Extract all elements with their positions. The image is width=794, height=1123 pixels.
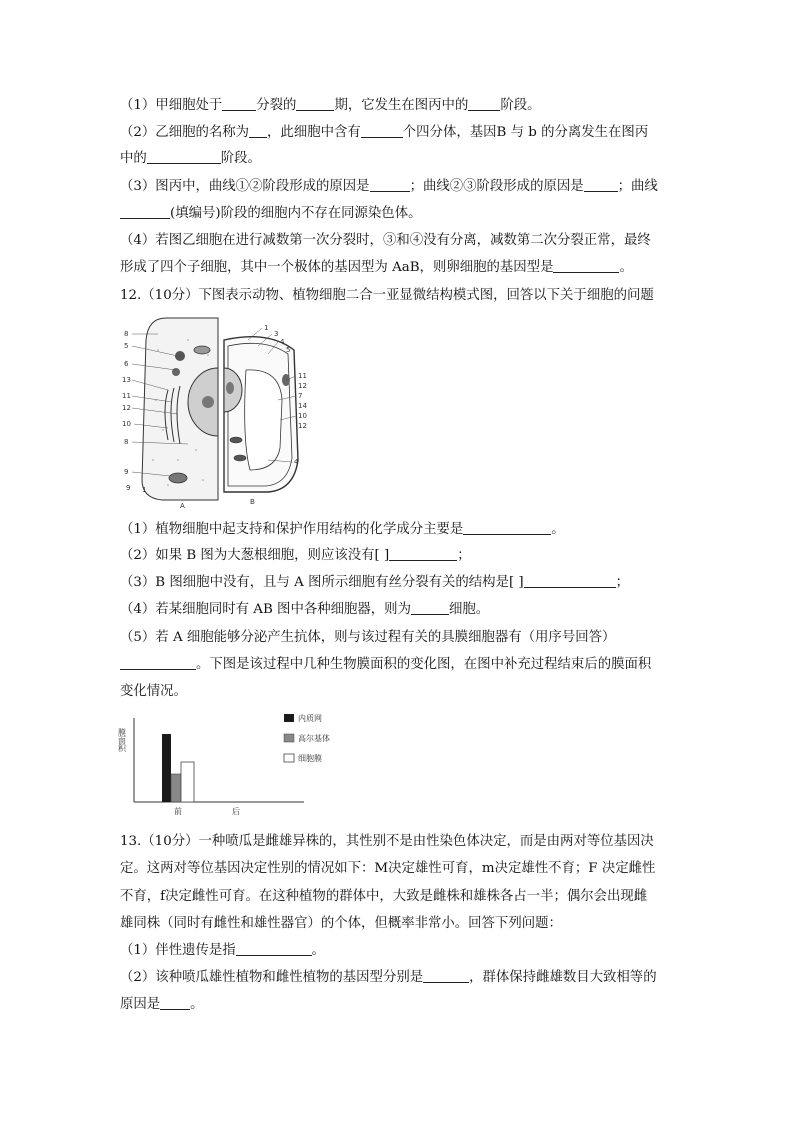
q11-part2: （2）乙细胞的名称为 ，此细胞中含有 个四分体，基因B 与 b 的分离发生在图丙 (120, 125, 649, 140)
svg-text:4: 4 (280, 338, 285, 346)
answer-blank[interactable] (584, 177, 618, 192)
answer-blank[interactable] (411, 600, 449, 615)
svg-text:12: 12 (298, 382, 307, 390)
svg-text:9: 9 (124, 468, 129, 476)
answer-blank[interactable] (120, 655, 196, 670)
q13-part2: （2）该种喷瓜雄性植物和雌性植物的基因型分别是 ，群体保持雌雄数目大致相等的 (120, 970, 657, 985)
answer-blank[interactable] (370, 177, 410, 192)
svg-text:13: 13 (122, 376, 131, 384)
bar-er-before (162, 734, 171, 802)
svg-text:5: 5 (124, 342, 129, 350)
svg-text:膜面积: 膜面积 (118, 728, 127, 752)
label-b: B (250, 498, 255, 506)
svg-text:11: 11 (122, 392, 131, 400)
svg-text:3: 3 (274, 330, 279, 338)
svg-text:12: 12 (122, 404, 131, 412)
answer-blank[interactable] (160, 995, 190, 1010)
q11-part4-cont: 形成了四个子细胞，其中一个极体的基因型为 AaB，则卵细胞的基因型是 。 (120, 260, 633, 275)
answer-blank[interactable] (296, 96, 334, 111)
answer-blank[interactable] (463, 520, 551, 535)
answer-blank[interactable] (222, 96, 256, 111)
q12-part5: （5）若 A 细胞能够分泌产生抗体，则与该过程有关的具膜细胞器有（用序号回答） (120, 630, 616, 645)
label-a: A (180, 502, 185, 510)
bar-golgi-before (171, 774, 181, 802)
chart-legend (284, 713, 330, 763)
q13-part2-cont: 原因是 。 (120, 997, 204, 1012)
svg-text:8: 8 (124, 330, 129, 338)
cell-structure-diagram (118, 310, 318, 512)
svg-text:内质网: 内质网 (298, 714, 322, 723)
answer-blank[interactable] (120, 204, 170, 219)
answer-blank[interactable] (389, 546, 457, 561)
q12-title: 12.（10分）下图表示动物、植物细胞二合一亚显微结构模式图，回答以下关于细胞的问题 (120, 288, 654, 303)
q11-part2-cont: 中的 阶段。 (120, 151, 261, 166)
animal-cell-half (142, 318, 218, 500)
answer-blank[interactable] (236, 941, 312, 956)
svg-text:高尔基体: 高尔基体 (298, 734, 330, 743)
svg-text:8: 8 (124, 438, 129, 446)
svg-text:6: 6 (124, 360, 129, 368)
category-before: 前 (174, 807, 182, 816)
category-after: 后 (232, 807, 240, 816)
q11-part3-cont: (填编号)阶段的细胞内不存在同源染色体。 (120, 204, 421, 224)
svg-text:1: 1 (264, 324, 269, 332)
svg-text:12: 12 (298, 422, 307, 430)
y-axis-label (118, 727, 127, 753)
svg-text:10: 10 (122, 420, 131, 428)
q12-part1: （1）植物细胞中起支持和保护作用结构的化学成分主要是 。 (120, 522, 565, 537)
svg-text:9: 9 (126, 484, 131, 492)
plant-cell-half (224, 337, 298, 492)
bar-membrane-before (181, 762, 194, 802)
svg-text:14: 14 (298, 402, 307, 410)
svg-text:细胞膜: 细胞膜 (298, 754, 322, 763)
svg-text:10: 10 (298, 412, 307, 420)
svg-text:4: 4 (294, 458, 299, 466)
q13-para4: 雄同株（同时有雌性和雄性器官）的个体，但概率非常小。回答下列问题： (120, 916, 562, 931)
q12-part4: （4）若某细胞同时有 AB 图中各种细胞器，则为 细胞。 (120, 602, 490, 617)
answer-blank[interactable] (147, 149, 221, 164)
q13-para3: 不育，f决定雌性可育。在这种植物的群体中，大致是雌株和雄株各占一半；偶尔会出现雌 (120, 889, 648, 904)
svg-text:5: 5 (286, 346, 291, 354)
q12-part3: （3）B 图细胞中没有，且与 A 图所示细胞有丝分裂有关的结构是[ ] ； (120, 575, 630, 590)
q12-part5-cont: 。下图是该过程中几种生物膜面积的变化图，在图中补充过程结束后的膜面积 (120, 655, 651, 675)
q11-part1: （1）甲细胞处于 分裂的 期，它发生在图丙中的 阶段。 (120, 98, 541, 113)
answer-blank[interactable] (553, 258, 619, 273)
q13-para2: 定。这两对等位基因决定性别的情况如下：M决定雄性可育，m决定雄性不育；F 决定雌性 (120, 861, 656, 876)
answer-blank[interactable] (468, 96, 500, 111)
svg-text:1: 1 (142, 486, 147, 494)
svg-text:7: 7 (298, 392, 303, 400)
q11-part3: （3）图丙中，曲线①②阶段形成的原因是 ；曲线②③阶段形成的原因是 ；曲线 (120, 179, 658, 194)
membrane-area-chart (118, 710, 338, 820)
q13-para1: 13.（10分）一种喷瓜是雌雄异株的，其性别不是由性染色体决定，而是由两对等位基因决 (120, 834, 654, 849)
svg-text:11: 11 (298, 372, 307, 380)
q12-part5-cont2: 变化情况。 (120, 684, 187, 699)
answer-blank[interactable] (361, 123, 403, 138)
answer-blank[interactable] (524, 573, 616, 588)
q12-part2: （2）如果 B 图为大葱根细胞，则应该没有[ ] ； (120, 548, 471, 563)
answer-blank[interactable] (423, 968, 469, 983)
q11-part4: （4）若图乙细胞在进行减数第一次分裂时，③和④没有分离，减数第二次分裂正常，最终 (120, 233, 651, 248)
q13-part1: （1）伴性遗传是指 。 (120, 943, 326, 958)
answer-blank[interactable] (249, 123, 267, 138)
